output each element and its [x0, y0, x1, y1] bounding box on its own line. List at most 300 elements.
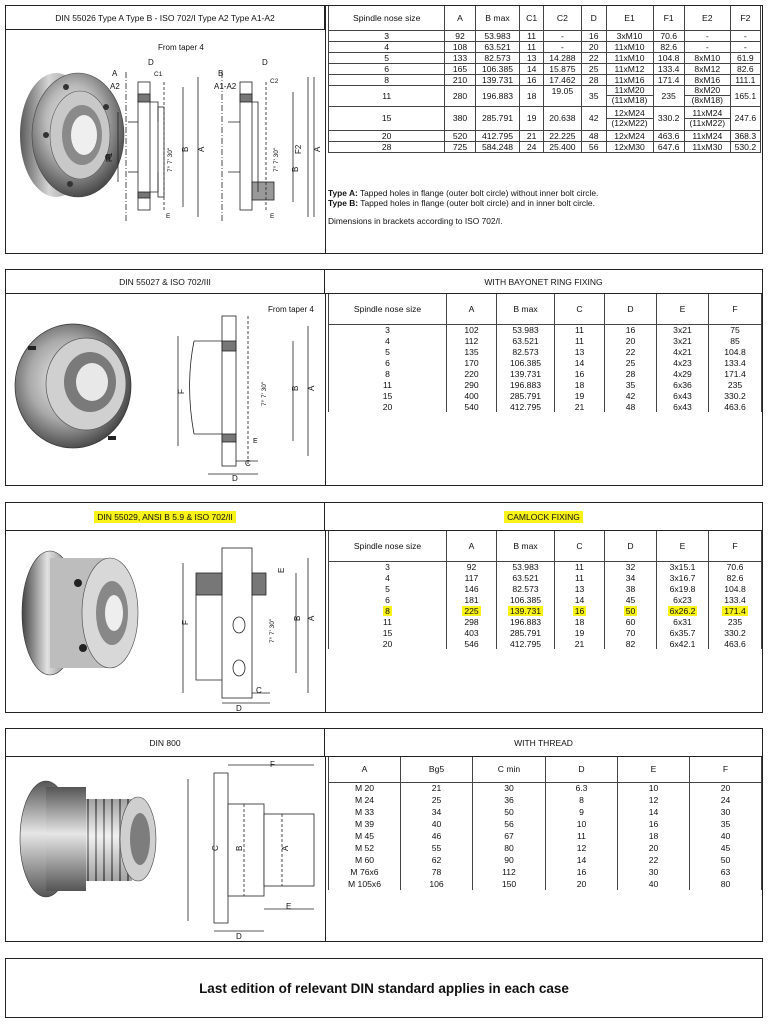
- panel-title: DIN 800: [6, 729, 325, 757]
- table-cell: 60: [605, 616, 657, 627]
- table-row: [329, 141, 761, 152]
- table-cell: 330.2: [709, 627, 762, 638]
- panel-din-800: [5, 728, 763, 942]
- table-cell: 106: [401, 878, 473, 890]
- table-cell: 520: [445, 130, 475, 141]
- table-cell: 17.462: [543, 74, 581, 85]
- table-cell: 6x19.8: [657, 583, 709, 594]
- spindle-table-thread: [328, 757, 762, 890]
- table-cell: 4x29: [657, 368, 709, 379]
- col-header: F: [709, 294, 762, 324]
- table-cell: 19: [555, 390, 605, 401]
- table-cell: 235: [709, 379, 762, 390]
- table-cell: 20: [618, 842, 690, 854]
- table-row: [329, 806, 762, 818]
- table-row: [329, 842, 762, 854]
- table-cell: 25: [605, 357, 657, 368]
- table-cell: 463.6: [653, 130, 684, 141]
- table-cell: 13: [520, 52, 544, 63]
- table-cell: 210: [445, 74, 475, 85]
- spindle-table-din-55026: [328, 6, 761, 153]
- table-cell: 82.573: [475, 52, 520, 63]
- table-cell: 82.6: [730, 63, 760, 74]
- table-cell: 8: [546, 794, 618, 806]
- table-cell: 647.6: [653, 141, 684, 152]
- table-cell: 78: [401, 866, 473, 878]
- table-cell: 16: [546, 866, 618, 878]
- table-cell: 10: [618, 782, 690, 794]
- table-cell: M 20: [329, 782, 401, 794]
- table-cell: 106.385: [497, 594, 555, 605]
- table-row: [329, 583, 762, 594]
- col-header: A: [329, 757, 401, 782]
- bayonet-photo: [15, 324, 131, 448]
- svg-text:A: A: [313, 146, 322, 152]
- table-cell: 546: [447, 638, 497, 649]
- table-cell: 8xM12: [684, 63, 730, 74]
- table-cell: 6.3: [546, 782, 618, 794]
- table-cell: 9: [546, 806, 618, 818]
- table-row: [329, 63, 761, 74]
- table-cell: 5: [329, 583, 447, 594]
- svg-text:D: D: [236, 704, 242, 713]
- table-cell: 11xM12: [606, 63, 653, 74]
- table-cell: 12xM30: [606, 141, 653, 152]
- col-header: E2: [684, 6, 730, 30]
- table-row: [329, 818, 762, 830]
- table-cell: 50: [473, 806, 546, 818]
- table-cell: 133.4: [709, 357, 762, 368]
- table-cell: 11: [329, 616, 447, 627]
- svg-text:A: A: [281, 845, 290, 851]
- divider: [325, 6, 326, 253]
- table-cell: 4: [329, 41, 445, 52]
- table-cell: 463.6: [709, 638, 762, 649]
- table-row: 15 380 285.791 19 20.638 42 12xM24 (12xM22) 330.2 11xM24 (11xM22) 247.6: [329, 106, 761, 130]
- svg-text:7° 7' 30": 7° 7' 30": [273, 147, 280, 172]
- table-cell: 15: [329, 627, 447, 638]
- col-header: F2: [730, 6, 760, 30]
- table-cell: 11: [329, 379, 447, 390]
- table-cell: 3xM10: [606, 30, 653, 41]
- table-cell: M 33: [329, 806, 401, 818]
- table-cell: 70.6: [653, 30, 684, 41]
- table-cell: 108: [445, 41, 475, 52]
- table-cell: 14: [546, 854, 618, 866]
- table-cell: 20: [329, 638, 447, 649]
- table-cell: 133.4: [653, 63, 684, 74]
- table-cell: 196.883: [497, 616, 555, 627]
- table-cell: 3x21: [657, 335, 709, 346]
- table-cell: 56: [473, 818, 546, 830]
- table-cell: 11: [555, 561, 605, 572]
- col-header: D: [605, 531, 657, 561]
- panel-subtitle: CAMLOCK FIXING: [325, 503, 762, 531]
- table-cell: 45: [605, 594, 657, 605]
- table-cell: 28: [329, 141, 445, 152]
- svg-text:C: C: [245, 459, 251, 468]
- table-cell: 82: [605, 638, 657, 649]
- table-cell: 82.6: [709, 572, 762, 583]
- svg-text:E: E: [277, 567, 286, 573]
- table-cell: 14.288: [543, 52, 581, 63]
- divider: [325, 294, 326, 485]
- table-cell: -: [684, 30, 730, 41]
- svg-text:C2: C2: [270, 78, 279, 85]
- spindle-table-bayonet: [328, 294, 762, 412]
- table-cell: M 60: [329, 854, 401, 866]
- col-header: B max: [497, 531, 555, 561]
- note-type-a: Type A: Tapped holes in flange (outer bolt circle) without inner bolt circle.: [328, 188, 599, 198]
- col-header: A: [447, 531, 497, 561]
- svg-text:7° 7' 30": 7° 7' 30": [167, 147, 174, 172]
- table-cell: 298: [447, 616, 497, 627]
- table-cell: 11: [555, 324, 605, 335]
- table-cell: 85: [709, 335, 762, 346]
- table-cell: 62: [401, 854, 473, 866]
- table-cell: 6x23: [657, 594, 709, 605]
- table-cell: 80: [473, 842, 546, 854]
- table-row: [329, 346, 762, 357]
- svg-text:A2: A2: [110, 82, 120, 91]
- col-header: C: [555, 294, 605, 324]
- spindle-nose-drawing-type-a-b: [8, 32, 323, 252]
- table-cell: 10: [546, 818, 618, 830]
- table-cell: 30: [473, 782, 546, 794]
- table-cell: 18: [618, 830, 690, 842]
- table-cell: 170: [447, 357, 497, 368]
- col-header: F1: [653, 6, 684, 30]
- table-cell: 117: [447, 572, 497, 583]
- svg-text:From taper 4: From taper 4: [158, 43, 204, 52]
- table-cell: 225: [447, 605, 497, 616]
- table-cell: 181: [447, 594, 497, 605]
- svg-text:B: B: [235, 845, 244, 851]
- table-row: [329, 830, 762, 842]
- table-cell: 28: [605, 368, 657, 379]
- table-cell: 11xM30: [684, 141, 730, 152]
- col-header: Bg5: [401, 757, 473, 782]
- svg-text:A: A: [112, 69, 118, 78]
- table-cell: 139.731: [475, 74, 520, 85]
- panel-subtitle: WITH BAYONET RING FIXING: [325, 270, 762, 294]
- svg-text:D: D: [236, 932, 242, 941]
- table-row: [329, 379, 762, 390]
- table-cell: M 39: [329, 818, 401, 830]
- table-cell: 22: [581, 52, 606, 63]
- table-cell: 112: [447, 335, 497, 346]
- table-row: [329, 335, 762, 346]
- note-type-b: Type B: Tapped holes in flange (outer bolt circle) and in inner bolt circle.: [328, 198, 595, 208]
- svg-text:E: E: [286, 902, 292, 911]
- table-cell: 102: [447, 324, 497, 335]
- table-cell: 63.521: [475, 41, 520, 52]
- table-cell: 139.731: [497, 368, 555, 379]
- table-cell: 133: [445, 52, 475, 63]
- table-cell: 15.875: [543, 63, 581, 74]
- table-cell: 22.225: [543, 130, 581, 141]
- table-cell: -: [543, 41, 581, 52]
- table-cell: 16: [605, 324, 657, 335]
- table-row: [329, 782, 762, 794]
- table-row: [329, 357, 762, 368]
- spindle-nose-drawing-bayonet: [8, 296, 323, 486]
- table-cell: 15: [329, 390, 447, 401]
- table-row: [329, 390, 762, 401]
- table-cell: 104.8: [709, 583, 762, 594]
- table-cell: 30: [690, 806, 762, 818]
- svg-text:A: A: [307, 615, 316, 621]
- table-cell: 3: [329, 30, 445, 41]
- table-cell: 196.883: [497, 379, 555, 390]
- table-cell: 53.983: [497, 324, 555, 335]
- table-cell: 4: [329, 572, 447, 583]
- table-row: 11 280 196.883 18 19.05 35 11xM20 (11xM18) 235 8xM20 (8xM18) 165.1: [329, 85, 761, 106]
- table-cell: 20: [690, 782, 762, 794]
- spindle-nose-drawing-thread: [8, 759, 323, 941]
- col-header: C2: [543, 6, 581, 30]
- table-cell: 35: [605, 379, 657, 390]
- col-header: A: [445, 6, 475, 30]
- table-cell: 403: [447, 627, 497, 638]
- table-cell: 35: [690, 818, 762, 830]
- svg-text:7° 7' 30": 7° 7' 30": [269, 618, 276, 643]
- col-header: E: [657, 294, 709, 324]
- table-cell: 3: [329, 561, 447, 572]
- section-drawing-camlock: [183, 548, 308, 703]
- table-cell: 725: [445, 141, 475, 152]
- table-cell: M 45: [329, 830, 401, 842]
- svg-text:B: B: [218, 69, 224, 78]
- panel-din-55026: [5, 5, 763, 254]
- table-cell: 463.6: [709, 401, 762, 412]
- table-row: [329, 368, 762, 379]
- table-row: [329, 561, 762, 572]
- col-header: B max: [497, 294, 555, 324]
- table-cell: 4: [329, 335, 447, 346]
- table-cell: 21: [555, 401, 605, 412]
- table-row: [329, 41, 761, 52]
- table-cell: 63: [690, 866, 762, 878]
- col-header: C: [555, 531, 605, 561]
- table-cell: 92: [447, 561, 497, 572]
- table-cell: 412.795: [497, 401, 555, 412]
- col-header: E1: [606, 6, 653, 30]
- table-cell: 3x21: [657, 324, 709, 335]
- section-drawing-bayonet: [178, 316, 308, 474]
- table-cell: 53.983: [497, 561, 555, 572]
- table-cell: 171.4: [653, 74, 684, 85]
- table-cell: 20: [581, 41, 606, 52]
- table-cell: 14: [555, 357, 605, 368]
- table-row: [329, 324, 762, 335]
- table-cell: 25: [401, 794, 473, 806]
- divider: [325, 757, 326, 941]
- table-cell: 18: [555, 379, 605, 390]
- divider: [325, 531, 326, 712]
- spindle-table-camlock: [328, 531, 762, 649]
- table-cell: 34: [401, 806, 473, 818]
- table-cell: -: [730, 41, 760, 52]
- table-cell: 6x36: [657, 379, 709, 390]
- section-drawing-thread: [188, 765, 314, 931]
- table-cell: 8: [329, 605, 447, 616]
- table-cell: 12: [618, 794, 690, 806]
- table-cell: 14: [618, 806, 690, 818]
- col-header: D: [546, 757, 618, 782]
- svg-text:B: B: [291, 166, 300, 172]
- table-cell: 82.6: [653, 41, 684, 52]
- col-header: B max: [475, 6, 520, 30]
- svg-text:E: E: [166, 213, 171, 220]
- table-cell: 82.573: [497, 583, 555, 594]
- table-cell: 42: [605, 390, 657, 401]
- table-row: [329, 605, 762, 616]
- table-cell: 56: [581, 141, 606, 152]
- panel-din-55029: [5, 502, 763, 713]
- table-cell: 38: [605, 583, 657, 594]
- table-row: [329, 30, 761, 41]
- table-cell: 48: [581, 130, 606, 141]
- svg-text:D: D: [232, 474, 238, 483]
- col-header: E: [657, 531, 709, 561]
- table-cell: 11xM16: [606, 74, 653, 85]
- table-cell: 20: [605, 335, 657, 346]
- svg-text:A: A: [197, 146, 206, 152]
- note-brackets: Dimensions in brackets according to ISO 702/I.: [328, 216, 503, 226]
- table-cell: 16: [618, 818, 690, 830]
- table-cell: 14: [555, 594, 605, 605]
- table-cell: 75: [709, 324, 762, 335]
- table-cell: 8xM10: [684, 52, 730, 63]
- table-row: [329, 572, 762, 583]
- table-cell: 24: [690, 794, 762, 806]
- table-cell: 11xM10: [606, 41, 653, 52]
- table-cell: 11: [520, 30, 544, 41]
- table-cell: 21: [520, 130, 544, 141]
- table-cell: 133.4: [709, 594, 762, 605]
- camlock-photo: [22, 551, 138, 675]
- type-notes: [328, 188, 758, 226]
- svg-text:F1: F1: [105, 152, 114, 162]
- table-cell: 112: [473, 866, 546, 878]
- table-cell: 53.983: [475, 30, 520, 41]
- table-row: [329, 794, 762, 806]
- table-row: [329, 627, 762, 638]
- table-cell: 3x15.1: [657, 561, 709, 572]
- table-cell: 150: [473, 878, 546, 890]
- table-row: [329, 52, 761, 63]
- svg-text:D: D: [148, 58, 154, 67]
- table-cell: 20: [546, 878, 618, 890]
- table-cell: 5: [329, 346, 447, 357]
- svg-text:E: E: [253, 438, 258, 445]
- table-row: [329, 866, 762, 878]
- table-cell: 368.3: [730, 130, 760, 141]
- table-cell: 11xM10: [606, 52, 653, 63]
- table-row: [329, 878, 762, 890]
- table-row: [329, 854, 762, 866]
- table-cell: 24: [520, 141, 544, 152]
- col-header: C min: [473, 757, 546, 782]
- svg-text:C1: C1: [154, 71, 163, 78]
- table-cell: 40: [618, 878, 690, 890]
- table-cell: 6: [329, 357, 447, 368]
- table-cell: 135: [447, 346, 497, 357]
- table-cell: 20: [329, 401, 447, 412]
- table-cell: 25.400: [543, 141, 581, 152]
- table-cell: 21: [555, 638, 605, 649]
- table-cell: 5: [329, 52, 445, 63]
- table-cell: 6x31: [657, 616, 709, 627]
- table-cell: 8: [329, 74, 445, 85]
- table-cell: 16: [555, 605, 605, 616]
- table-cell: 11: [555, 335, 605, 346]
- spindle-nose-drawing-camlock: [8, 533, 323, 713]
- table-cell: 584.248: [475, 141, 520, 152]
- table-cell: 104.8: [653, 52, 684, 63]
- table-cell: 21: [401, 782, 473, 794]
- table-cell: -: [543, 30, 581, 41]
- table-cell: 412.795: [475, 130, 520, 141]
- table-cell: M 24: [329, 794, 401, 806]
- table-cell: 30: [618, 866, 690, 878]
- table-cell: 540: [447, 401, 497, 412]
- svg-text:A1-A2: A1-A2: [214, 82, 237, 91]
- table-cell: 50: [605, 605, 657, 616]
- table-cell: 285.791: [497, 390, 555, 401]
- table-cell: 11: [546, 830, 618, 842]
- svg-text:C: C: [256, 686, 262, 695]
- table-cell: 8xM16: [684, 74, 730, 85]
- table-cell: 63.521: [497, 335, 555, 346]
- table-cell: 36: [473, 794, 546, 806]
- table-cell: 45: [690, 842, 762, 854]
- table-cell: 70: [605, 627, 657, 638]
- panel-title: DIN 55029, ANSI B 5.9 & ISO 702/II: [6, 503, 325, 531]
- col-header: F: [690, 757, 762, 782]
- table-cell: 67: [473, 830, 546, 842]
- table-cell: 6: [329, 63, 445, 74]
- col-header: E: [618, 757, 690, 782]
- table-cell: 11xM24: [684, 130, 730, 141]
- table-cell: M 76x6: [329, 866, 401, 878]
- table-cell: 4x21: [657, 346, 709, 357]
- table-row: [329, 130, 761, 141]
- table-cell: 106.385: [475, 63, 520, 74]
- svg-text:7° 7' 30": 7° 7' 30": [261, 381, 268, 406]
- spindle-photo: [20, 73, 124, 197]
- table-cell: 80: [690, 878, 762, 890]
- table-row: [329, 74, 761, 85]
- table-cell: 12: [546, 842, 618, 854]
- table-cell: 6x43: [657, 401, 709, 412]
- table-cell: 12xM24: [606, 130, 653, 141]
- table-cell: 146: [447, 583, 497, 594]
- table-cell: 139.731: [497, 605, 555, 616]
- col-header: A: [447, 294, 497, 324]
- table-cell: 6x26.2: [657, 605, 709, 616]
- table-cell: 22: [605, 346, 657, 357]
- col-header: Spindle nose size: [329, 6, 445, 30]
- table-cell: 20: [329, 130, 445, 141]
- table-cell: 92: [445, 30, 475, 41]
- table-cell: 6x42.1: [657, 638, 709, 649]
- table-cell: 104.8: [709, 346, 762, 357]
- table-cell: 412.795: [497, 638, 555, 649]
- table-cell: 330.2: [709, 390, 762, 401]
- table-cell: 8: [329, 368, 447, 379]
